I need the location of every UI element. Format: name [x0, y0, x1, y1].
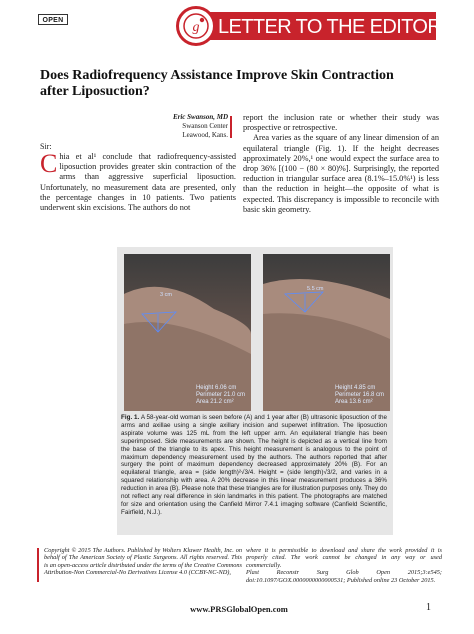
- footer-accent-bar: [37, 548, 39, 582]
- left-body-paragraph: [40, 149, 236, 213]
- after-segment-label: 5.5 cm: [307, 286, 324, 292]
- after-photo: [263, 254, 390, 411]
- before-photo: [124, 254, 251, 411]
- right-paragraph-1: report the inclusion rate or whether their study was prospective or retrospective.: [243, 113, 439, 133]
- after-height: Height 4.85 cm: [334, 385, 376, 391]
- article-title: Does Radiofrequency Assistance Improve Skin Contraction after Liposuction?: [40, 68, 394, 99]
- left-body-text: hia et al¹ conclude that radiofrequency-assisted liposuction provides greater skin contraction of the arms than aggressive superficial liposuction. Unfortunately, no measurement data are presented, only the percentage changes in 10 patients. Two patients underwent skin excisions. The authors do not: [40, 152, 236, 213]
- before-segment-label: 3 cm: [160, 292, 172, 298]
- right-paragraph-2: Area varies as the square of any linear dimension of an equilateral triangle (Fig. 1). If the height decreases approximately 20%,¹ one would expect the surface area to drop 36% [(100 − (80 × 80)%]. Surprisingly, the reported reduction in triangular surface area (8.1%–15.0%¹) is less than the reduction in height—the opposite of what is expected. This discrepancy is impossible to reconcile with basic skin geometry.: [243, 133, 439, 214]
- after-measurements: [335, 385, 384, 406]
- after-perimeter: Perimeter 16.8 cm: [334, 392, 384, 398]
- copyright-notice: Copyright © 2015 The Authors. Published by Wolters Kluwer Health, Inc. on behalf of The American Society of Plastic Surgeons. All rights reserved. This is an open-access article distributed under the terms of the Creative Commons Attribution-Non Commercial-No Derivatives License 4.0 (CCBY-NC-ND),: [44, 547, 242, 577]
- before-area: Area 21.2 cm²: [195, 399, 234, 405]
- figure-caption: [121, 414, 387, 517]
- before-perimeter: Perimeter 21.0 cm: [195, 392, 245, 398]
- open-access-badge: OPEN: [38, 14, 68, 25]
- svg-text:g: g: [192, 20, 200, 35]
- right-column: [243, 113, 439, 215]
- journal-logo-icon: [176, 6, 216, 46]
- left-column: [40, 113, 236, 213]
- before-measurements: [196, 385, 245, 406]
- before-height: Height 6.06 cm: [195, 385, 237, 391]
- author-name: Eric Swanson, MD: [172, 113, 228, 121]
- affiliation-line1: Swanson Center: [182, 122, 228, 130]
- page-number: 1: [426, 602, 431, 613]
- citation-notice: where it is permissible to download and share the work provided it is properly cited. The work cannot be changed in any way or used commercially. Plast Reconstr Surg Glob Open 2015;3:e545; doi:10.1097/GOX.0000000000000531; Published online 23 October 2015.: [246, 547, 442, 584]
- salutation: Sir:: [40, 142, 52, 151]
- caption-label: Fig. 1.: [121, 414, 140, 421]
- caption-text: A 58-year-old woman is seen before (A) and 1 year after (B) ultrasonic liposuction of the arms and axillae using a single axillary incision and superwet infiltration. The liposuction aspirate volume was 125 mL from the left upper arm. An equilateral triangle has been superimposed. Side measurements are shown. The height is depicted as a vertical line from the base of the triangle to its apex. This height measurement is analogous to the point of maximum dependency measurement used by the authors. The authors reported that after surgery the point of maximum dependency decreased approximately 20% (B). For an equilateral triangle, area = (side length)²√3/4. Height = (side length)√3/2, and varies in a squared relationship with area. A 20% decrease in this linear measurement produces a 36% reduction in area (B). Please note that these triangles are for illustration purposes only. They do not reflect any real difference in skin landmarks in this patient. The photographs are matched for size and orientation using the Canfield Mirror 7.4.1 imaging software (Canfield Scientific, Fairfield, N.J.).: [121, 414, 387, 516]
- after-area: Area 13.6 cm²: [334, 399, 373, 405]
- banner-title: LETTER TO THE EDITOR: [218, 16, 442, 38]
- drop-cap: C: [40, 149, 58, 178]
- affiliation-line2: Leawood, Kans.: [182, 131, 228, 139]
- journal-website-link[interactable]: www.PRSGlobalOpen.com: [190, 604, 288, 614]
